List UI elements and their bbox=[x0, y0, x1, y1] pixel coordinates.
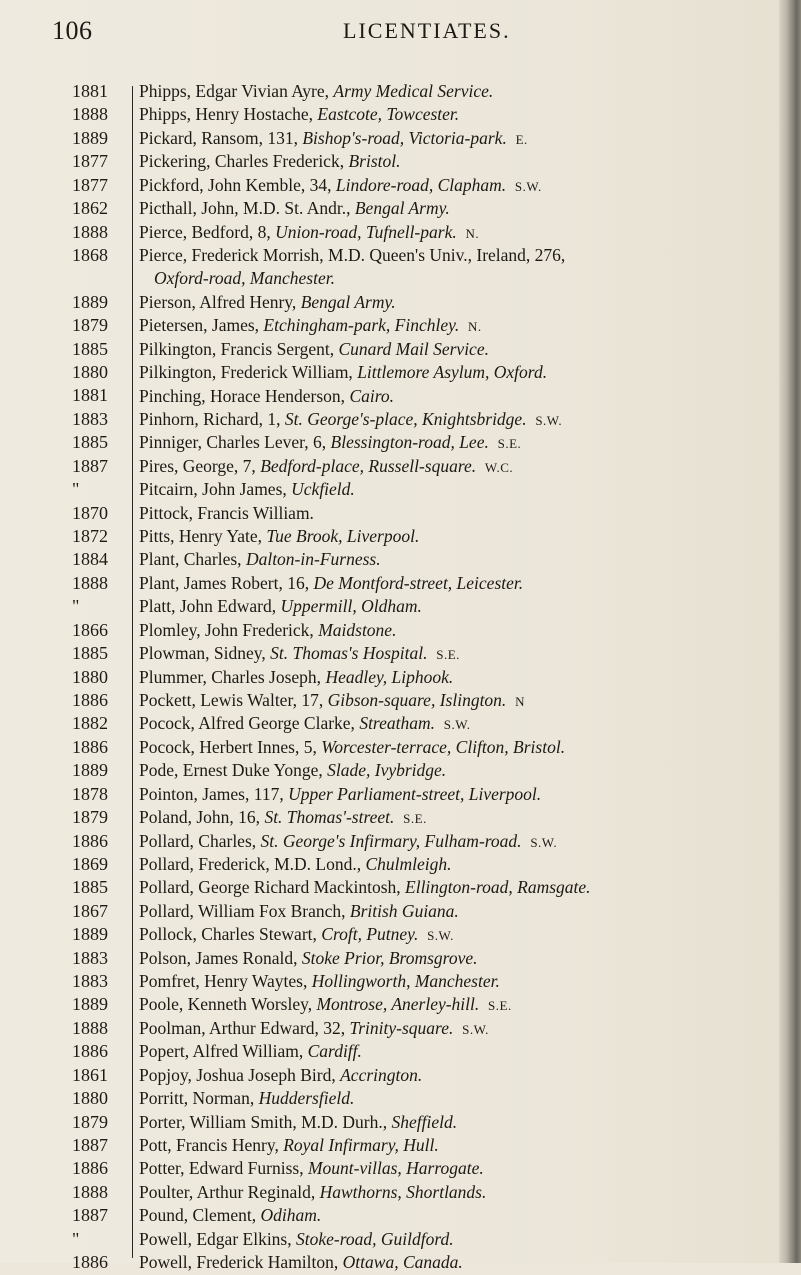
entry-year: 1882 bbox=[72, 713, 108, 734]
list-item bbox=[139, 923, 779, 946]
entry-place: Croft, Putney. bbox=[321, 924, 419, 945]
entry-place: Bishop's-road, Victoria-park. bbox=[302, 127, 507, 148]
entry-year: 1867 bbox=[72, 900, 108, 921]
entry-place: Gibson-square, Islington. bbox=[327, 689, 507, 710]
entry-name: Pierson, Alfred Henry, bbox=[139, 291, 301, 312]
entry-year: 1879 bbox=[72, 315, 108, 336]
list-item bbox=[139, 431, 779, 454]
entry-place: Odiham. bbox=[260, 1205, 322, 1226]
entry-year: 1887 bbox=[72, 1134, 108, 1155]
list-item bbox=[139, 993, 779, 1016]
list-item bbox=[139, 1181, 779, 1204]
entry-name: Pierce, Bedford, 8, bbox=[139, 221, 276, 242]
entry-postal-district: S.W. bbox=[530, 834, 558, 850]
entry-name: Plomley, John Frederick, bbox=[139, 619, 319, 640]
entry-place: St. Thomas's Hospital. bbox=[270, 643, 428, 664]
list-item bbox=[139, 853, 779, 876]
entries-column bbox=[139, 80, 779, 1275]
entry-place: Littlemore Asylum, Oxford. bbox=[357, 362, 548, 383]
entry-name: Phipps, Henry Hostache, bbox=[139, 104, 318, 125]
entry-name: Pitts, Henry Yate, bbox=[139, 526, 267, 547]
entry-year: 1883 bbox=[72, 947, 108, 968]
entry-name: Pollard, Charles, bbox=[139, 830, 261, 851]
entry-place: Upper Parliament-street, Liverpool. bbox=[288, 783, 542, 804]
entry-place: Mount-villas, Harrogate. bbox=[307, 1158, 484, 1179]
entry-name: Pinniger, Charles Lever, 6, bbox=[139, 432, 331, 453]
entry-year: 1866 bbox=[72, 619, 108, 640]
entry-place: Cunard Mail Service. bbox=[338, 338, 489, 359]
entry-year: 1886 bbox=[72, 830, 108, 851]
entry-place: Tue Brook, Liverpool. bbox=[266, 526, 420, 547]
entry-year: 1886 bbox=[72, 1041, 108, 1062]
entry-year: 1880 bbox=[72, 1088, 108, 1109]
entry-name: Pickard, Ransom, 131, bbox=[139, 127, 303, 148]
entry-place: Chulmleigh. bbox=[365, 853, 452, 874]
entry-place: Hollingworth, Manchester. bbox=[311, 971, 500, 992]
entry-name: Pockett, Lewis Walter, 17, bbox=[139, 689, 328, 710]
list-item bbox=[139, 1064, 779, 1087]
list-item bbox=[139, 595, 779, 618]
entry-place: Uppermill, Oldham. bbox=[280, 596, 422, 617]
entry-year: 1889 bbox=[72, 924, 108, 945]
list-item bbox=[139, 338, 779, 361]
entry-year: 1886 bbox=[72, 689, 108, 710]
entry-name: Pomfret, Henry Waytes, bbox=[139, 971, 312, 992]
entry-year: 1884 bbox=[72, 549, 108, 570]
entry-name: Powell, Edgar Elkins, bbox=[139, 1228, 296, 1249]
list-item bbox=[139, 455, 779, 478]
list-item bbox=[139, 572, 779, 595]
entry-place: Cardiff. bbox=[307, 1041, 362, 1062]
entry-place: Stoke-road, Guildford. bbox=[296, 1228, 454, 1249]
list-item bbox=[139, 548, 779, 571]
entry-name: Pires, George, 7, bbox=[139, 455, 261, 476]
entry-postal-district: S.E. bbox=[497, 436, 522, 452]
entry-postal-district: S.E. bbox=[436, 647, 460, 663]
entry-year: 1888 bbox=[72, 1181, 108, 1202]
list-item bbox=[139, 736, 779, 759]
running-head: LICENTIATES. bbox=[343, 18, 511, 43]
entry-year: 1880 bbox=[72, 666, 108, 687]
entry-name: Potter, Edward Furniss, bbox=[139, 1158, 308, 1179]
entry-name: Platt, John Edward, bbox=[139, 596, 281, 617]
entry-name: Poole, Kenneth Worsley, bbox=[139, 994, 317, 1015]
entry-name: Poolman, Arthur Edward, 32, bbox=[139, 1017, 350, 1038]
list-item bbox=[139, 1017, 779, 1040]
entry-postal-district: N. bbox=[468, 319, 482, 335]
list-item bbox=[139, 1111, 779, 1134]
list-item bbox=[139, 291, 779, 314]
entry-name: Pollock, Charles Stewart, bbox=[139, 924, 322, 945]
entry-year: 1888 bbox=[72, 1017, 108, 1038]
list-item bbox=[139, 408, 779, 431]
list-item bbox=[139, 876, 779, 899]
entry-year: 1889 bbox=[72, 760, 108, 781]
entry-name: Popjoy, Joshua Joseph Bird, bbox=[139, 1064, 341, 1085]
entry-year: 1869 bbox=[72, 853, 108, 874]
entry-postal-district: E. bbox=[515, 131, 528, 147]
entry-postal-district: N bbox=[515, 693, 525, 709]
entry-year: 1888 bbox=[72, 221, 108, 242]
entry-name: Pinching, Horace Henderson, bbox=[139, 385, 350, 406]
list-item bbox=[139, 314, 779, 337]
list-item bbox=[139, 947, 779, 970]
entry-year: " bbox=[72, 479, 80, 500]
entry-place: Union-road, Tufnell-park. bbox=[275, 221, 457, 242]
entry-year: 1879 bbox=[72, 807, 108, 828]
list-item bbox=[139, 759, 779, 782]
entry-year: 1868 bbox=[72, 244, 108, 265]
entry-place: Maidstone. bbox=[318, 619, 397, 640]
list-item bbox=[139, 619, 779, 642]
entry-name: Pode, Ernest Duke Yonge, bbox=[139, 760, 328, 781]
page-edge bbox=[779, 0, 801, 1263]
list-item bbox=[139, 127, 779, 150]
list-item bbox=[139, 478, 779, 501]
entry-place: St. George's-place, Knightsbridge. bbox=[284, 408, 527, 429]
list-item bbox=[139, 221, 779, 244]
entry-year: 1889 bbox=[72, 127, 108, 148]
entry-place: Etchingham-park, Finchley. bbox=[263, 315, 460, 336]
entry-place: Stoke Prior, Bromsgrove. bbox=[301, 947, 478, 968]
entry-name: Pound, Clement, bbox=[139, 1205, 261, 1226]
entry-place: Ellington-road, Ramsgate. bbox=[405, 877, 591, 898]
entry-place: Accrington. bbox=[340, 1064, 423, 1085]
entry-name: Plant, Charles, bbox=[139, 549, 246, 570]
entry-name: Pollard, George Richard Mackintosh, bbox=[139, 877, 406, 898]
entry-postal-district: S.W. bbox=[535, 412, 563, 428]
entry-place: St. Thomas'-street. bbox=[264, 807, 395, 828]
entry-name: Porritt, Norman, bbox=[139, 1088, 259, 1109]
list-item bbox=[139, 1087, 779, 1110]
entry-place: Headley, Liphook. bbox=[325, 666, 454, 687]
entry-place: Cairo. bbox=[349, 385, 395, 406]
list-item bbox=[139, 1157, 779, 1180]
entry-name: Pietersen, James, bbox=[139, 315, 264, 336]
entry-name: Porter, William Smith, M.D. Durh., bbox=[139, 1111, 392, 1132]
list-item bbox=[139, 103, 779, 126]
entry-year: 1885 bbox=[72, 338, 108, 359]
entry-name: Pierce, Frederick Morrish, M.D. Queen's Univ., Ireland, 276, bbox=[139, 244, 566, 265]
entry-year: 1870 bbox=[72, 502, 108, 523]
entry-year: 1880 bbox=[72, 362, 108, 383]
entry-year: 1885 bbox=[72, 643, 108, 664]
list-item bbox=[139, 525, 779, 548]
page-number: 106 bbox=[52, 16, 93, 45]
entry-name: Plowman, Sidney, bbox=[139, 643, 271, 664]
entry-postal-district: S.W. bbox=[462, 1021, 489, 1037]
entry-name: Pinhorn, Richard, 1, bbox=[139, 408, 285, 429]
entry-year: 1886 bbox=[72, 736, 108, 757]
entry-year: 1887 bbox=[72, 455, 108, 476]
entry-place: Ottawa, Canada. bbox=[342, 1252, 463, 1273]
list-item bbox=[139, 80, 779, 103]
entry-name: Pilkington, Francis Sergent, bbox=[139, 338, 339, 359]
entry-year: 1889 bbox=[72, 291, 108, 312]
list-item bbox=[139, 1204, 779, 1227]
entry-name: Pollard, Frederick, M.D. Lond., bbox=[139, 853, 366, 874]
entry-place: Bedford-place, Russell-square. bbox=[260, 455, 477, 476]
entry-name: Pitcairn, John James, bbox=[139, 479, 292, 500]
entry-year: 1881 bbox=[72, 385, 108, 406]
entry-year: 1887 bbox=[72, 1205, 108, 1226]
entry-name: Pott, Francis Henry, bbox=[139, 1135, 284, 1155]
entry-place: Slade, Ivybridge. bbox=[327, 760, 447, 781]
entry-postal-district: S.W. bbox=[427, 928, 454, 944]
entry-name: Polson, James Ronald, bbox=[139, 947, 302, 968]
entry-place: British Guiana. bbox=[349, 900, 459, 921]
entry-name: Poland, John, 16, bbox=[139, 807, 265, 828]
entry-name: Pickford, John Kemble, 34, bbox=[139, 174, 336, 195]
list-item bbox=[139, 197, 779, 220]
list-item bbox=[139, 1228, 779, 1251]
entry-year: 1888 bbox=[72, 572, 108, 593]
entry-name: Picthall, John, M.D. St. Andr., bbox=[139, 198, 355, 219]
entry-year: 1861 bbox=[72, 1064, 108, 1085]
page-header bbox=[0, 10, 801, 50]
entry-year: " bbox=[72, 596, 80, 617]
list-item bbox=[139, 1040, 779, 1063]
entry-year: 1889 bbox=[72, 994, 108, 1015]
list-item bbox=[139, 361, 779, 384]
entry-year: 1886 bbox=[72, 1252, 108, 1273]
entry-name: Poulter, Arthur Reginald, bbox=[139, 1181, 320, 1202]
entry-year: " bbox=[72, 1228, 80, 1249]
entry-name: Phipps, Edgar Vivian Ayre, bbox=[139, 81, 334, 101]
entry-name: Plant, James Robert, 16, bbox=[139, 572, 314, 593]
entry-place: Army Medical Service. bbox=[333, 81, 494, 101]
entry-place: De Montford-street, Leicester. bbox=[313, 572, 524, 593]
entry-year: 1879 bbox=[72, 1111, 108, 1132]
entry-place: Huddersfield. bbox=[258, 1088, 355, 1109]
entry-place: Uckfield. bbox=[291, 479, 355, 500]
entry-place: Bengal Army. bbox=[354, 198, 450, 219]
entry-year: 1878 bbox=[72, 783, 108, 804]
entry-year: 1885 bbox=[72, 877, 108, 898]
entry-place: Eastcote, Towcester. bbox=[317, 104, 460, 125]
list-item bbox=[139, 666, 779, 689]
list-item bbox=[139, 806, 779, 829]
column-rule bbox=[132, 86, 133, 1258]
entry-year: 1885 bbox=[72, 432, 108, 453]
list-item bbox=[139, 970, 779, 993]
entry-place: Bengal Army. bbox=[300, 291, 396, 312]
entry-postal-district: S.W. bbox=[443, 717, 471, 733]
list-item bbox=[139, 900, 779, 923]
entry-place: Bristol. bbox=[348, 151, 401, 172]
entry-name: Pickering, Charles Frederick, bbox=[139, 151, 349, 172]
entry-place: Worcester-terrace, Clifton, Bristol. bbox=[321, 736, 566, 757]
entry-year: 1888 bbox=[72, 104, 108, 125]
entry-place: Lindore-road, Clapham. bbox=[335, 174, 507, 195]
entry-place: Royal Infirmary, Hull. bbox=[283, 1135, 439, 1155]
entry-name: Pollard, William Fox Branch, bbox=[139, 900, 350, 921]
entry-name: Popert, Alfred William, bbox=[139, 1041, 308, 1062]
entry-place: St. George's Infirmary, Fulham-road. bbox=[260, 830, 522, 851]
entry-place: Sheffield. bbox=[391, 1111, 458, 1132]
entry-name: Pittock, Francis William. bbox=[139, 502, 314, 523]
list-item bbox=[139, 642, 779, 665]
entry-year: 1886 bbox=[72, 1158, 108, 1179]
entry-year: 1877 bbox=[72, 174, 108, 195]
entry-year: 1862 bbox=[72, 198, 108, 219]
list-item bbox=[139, 502, 779, 525]
entry-postal-district: S.E. bbox=[403, 811, 427, 827]
entry-name: Pointon, James, 117, bbox=[139, 783, 289, 804]
entry-postal-district: S.E. bbox=[488, 998, 512, 1014]
entry-postal-district: N. bbox=[465, 225, 480, 241]
year-spacer bbox=[72, 267, 126, 290]
entry-name: Pocock, Herbert Innes, 5, bbox=[139, 736, 322, 757]
entry-year: 1883 bbox=[72, 971, 108, 992]
list-item bbox=[139, 174, 779, 197]
entry-name: Pocock, Alfred George Clarke, bbox=[139, 713, 360, 734]
entry-postal-district: W.C. bbox=[484, 459, 514, 475]
list-item bbox=[139, 1134, 779, 1157]
list-item bbox=[139, 244, 779, 291]
entry-place: Blessington-road, Lee. bbox=[330, 432, 489, 453]
list-item bbox=[139, 689, 779, 712]
entry-postal-district: S.W. bbox=[514, 178, 542, 194]
entry-place-continuation: Oxford-road, Manchester. bbox=[154, 268, 335, 289]
entry-place: Montrose, Anerley-hill. bbox=[316, 994, 480, 1015]
entry-name: Plummer, Charles Joseph, bbox=[139, 666, 326, 687]
list-item bbox=[139, 712, 779, 735]
list-item bbox=[139, 783, 779, 806]
entry-name: Powell, Frederick Hamilton, bbox=[139, 1252, 343, 1273]
list-item bbox=[139, 830, 779, 853]
entry-place: Streatham. bbox=[359, 713, 435, 734]
entry-name: Pilkington, Frederick William, bbox=[139, 362, 358, 383]
list-item bbox=[139, 385, 779, 408]
list-item bbox=[139, 150, 779, 173]
entry-place: Dalton-in-Furness. bbox=[245, 549, 381, 570]
entry-year: 1877 bbox=[72, 151, 108, 172]
entry-year: 1881 bbox=[72, 81, 108, 101]
entry-year: 1872 bbox=[72, 526, 108, 547]
entry-place: Hawthorns, Shortlands. bbox=[319, 1181, 487, 1202]
year-column bbox=[72, 80, 126, 1275]
entry-place: Trinity-square. bbox=[349, 1017, 454, 1038]
entry-year: 1883 bbox=[72, 408, 108, 429]
